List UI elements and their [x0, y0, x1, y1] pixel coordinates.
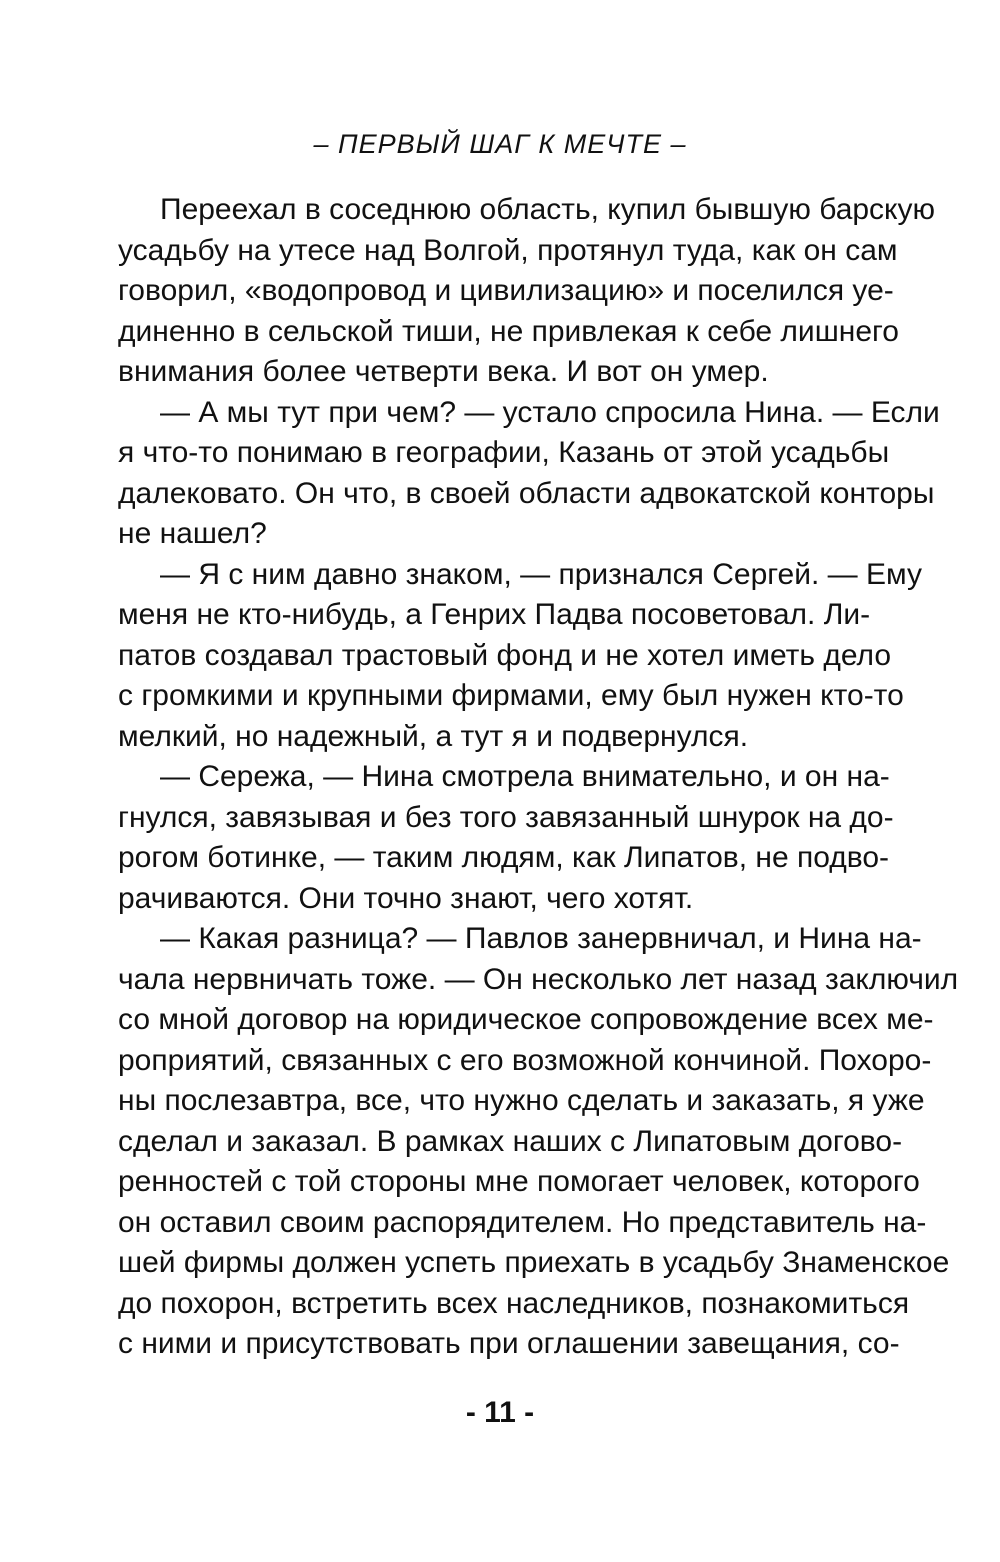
page-number: - 11 -: [465, 1396, 535, 1429]
text-line: усадьбу на утесе над Волгой, протянул туда, как он сам: [118, 233, 898, 267]
text-line: со мной договор на юридическое сопровождение всех ме-: [118, 1003, 934, 1036]
text-line: гнулся, завязывая и без того завязанный шнурок на до-: [118, 800, 894, 834]
text-line: роприятий, связанных с его возможной кончиной. Похоро-: [118, 1043, 932, 1077]
text-line: диненно в сельской тиши, не привлекая к себе лишнего: [118, 314, 899, 348]
text-line: говорил, «водопровод и цивилизацию» и поселился уе-: [118, 274, 894, 307]
text-line: с ними и присутствовать при оглашении завещания, со-: [118, 1327, 900, 1360]
text-line: — Я с ним давно знаком, — признался Сергей. — Ему: [160, 557, 922, 591]
text-line: чала нервничать тоже. — Он несколько лет назад заключил: [118, 962, 959, 996]
text-line: сделал и заказал. В рамках наших с Липатовым догово-: [118, 1124, 903, 1158]
text-line: внимания более четверти века. И вот он умер.: [118, 355, 769, 388]
text-line: Переехал в соседнюю область, купил бывшую барскую: [160, 193, 936, 226]
text-line: — А мы тут при чем? — устало спросила Нина. — Если: [160, 395, 940, 429]
text-line: патов создавал трастовый фонд и не хотел иметь дело: [118, 638, 892, 672]
text-line: он оставил своим распорядителем. Но представитель на-: [118, 1205, 927, 1239]
text-line: ны послезавтра, все, что нужно сделать и заказать, я уже: [118, 1084, 925, 1117]
text-line: далековато. Он что, в своей области адвокатской конторы: [118, 476, 935, 510]
text-line: мелкий, но надежный, а тут я и подвернулся.: [118, 719, 749, 753]
text-line: — Сережа, — Нина смотрела внимательно, и он на-: [160, 760, 890, 793]
body-text: [118, 190, 959, 1365]
text-line: с громкими и крупными фирмами, ему был нужен кто-то: [118, 679, 904, 712]
text-line: ренностей с той стороны мне помогает человек, которого: [118, 1165, 920, 1198]
text-line: шей фирмы должен успеть приехать в усадьбу Знаменское: [118, 1246, 950, 1279]
text-line: до похорон, встретить всех наследников, познакомиться: [118, 1286, 910, 1320]
text-line: я что-то понимаю в географии, Казань от этой усадьбы: [118, 436, 890, 469]
text-line: меня не кто-нибудь, а Генрих Падва посоветовал. Ли-: [118, 598, 871, 631]
running-head: – ПЕРВЫЙ ШАГ К МЕЧТЕ –: [313, 129, 687, 159]
text-line: не нашел?: [118, 517, 267, 550]
text-line: — Какая разница? — Павлов занервничал, и Нина на-: [160, 922, 922, 955]
text-line: рогом ботинке, — таким людям, как Липатов, не подво-: [118, 841, 890, 874]
text-line: рачиваются. Они точно знают, чего хотят.: [118, 881, 694, 915]
